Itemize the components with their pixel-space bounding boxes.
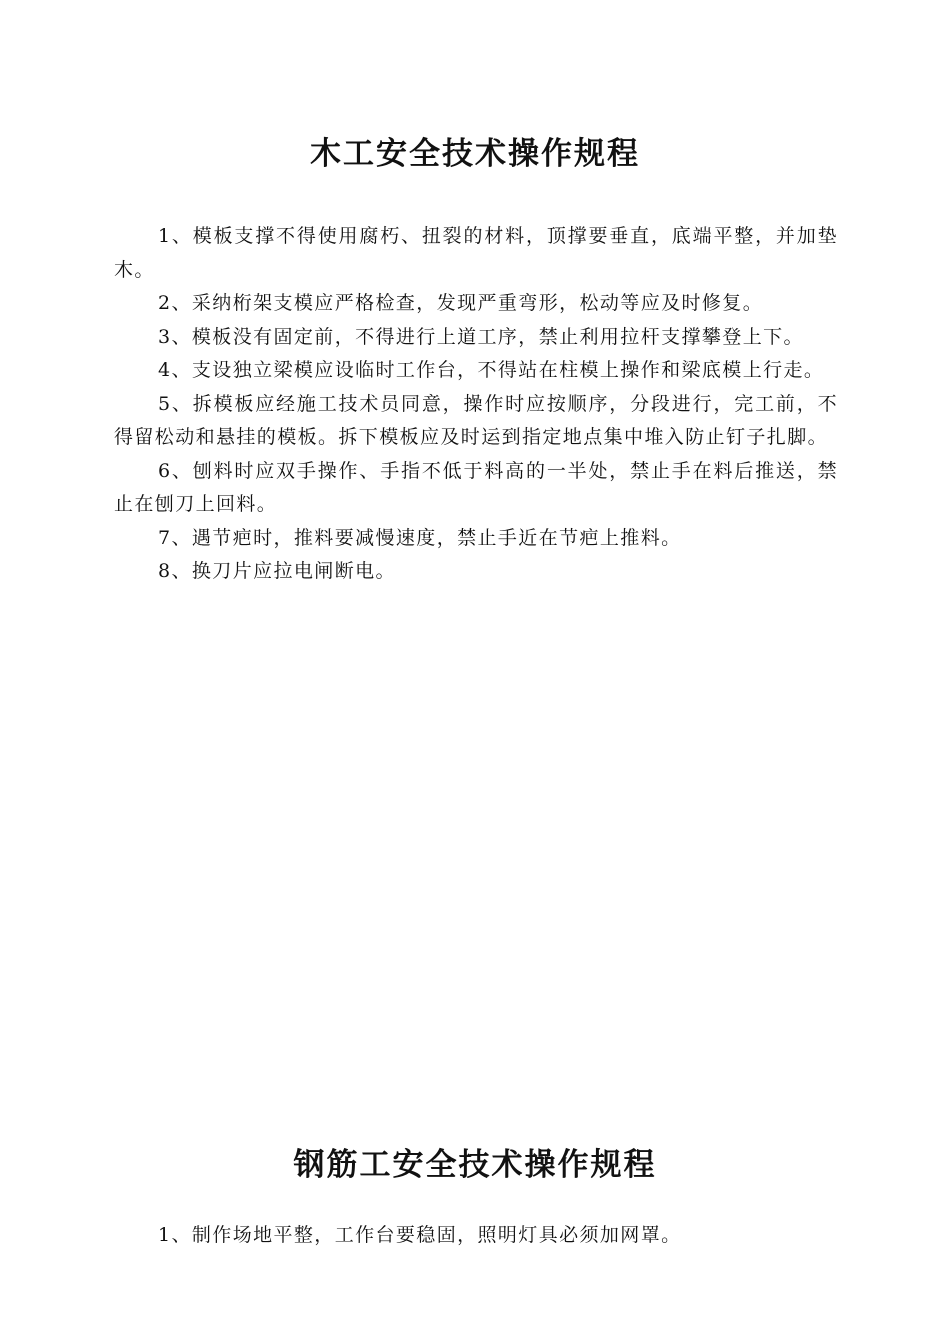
rule-item: 6、刨料时应双手操作、手指不低于料高的一半处，禁止手在料后推送，禁止在刨刀上回料。 xyxy=(114,459,838,515)
rule-item: 4、支设独立梁模应设临时工作台，不得站在柱模上操作和梁底模上行走。 xyxy=(158,359,825,381)
rule-item: 5、拆模板应经施工技术员同意，操作时应按顺序，分段进行，完工前，不得留松动和悬挂的模板。拆下模板应及时运到指定地点集中堆入防止钉子扎脚。 xyxy=(114,392,838,448)
section-title-rebar: 钢筋工安全技术操作规程 xyxy=(293,1147,657,1183)
rule-item: 1、模板支撑不得使用腐朽、扭裂的材料，顶撑要垂直，底端平整，并加垫木。 xyxy=(114,225,838,281)
section-title-carpentry: 木工安全技术操作规程 xyxy=(310,136,640,172)
rule-item: 2、采纳桁架支模应严格检查，发现严重弯形，松动等应及时修复。 xyxy=(158,292,764,314)
rule-item: 8、换刀片应拉电闸断电。 xyxy=(158,560,396,582)
rule-item: 1、制作场地平整，工作台要稳固，照明灯具必须加网罩。 xyxy=(158,1224,682,1246)
rule-item: 7、遇节疤时，推料要减慢速度，禁止手近在节疤上推料。 xyxy=(158,526,682,549)
section-body-carpentry xyxy=(114,220,838,589)
section-body-rebar xyxy=(114,1219,838,1253)
rule-item: 3、模板没有固定前，不得进行上道工序，禁止利用拉杆支撑攀登上下。 xyxy=(158,325,804,348)
